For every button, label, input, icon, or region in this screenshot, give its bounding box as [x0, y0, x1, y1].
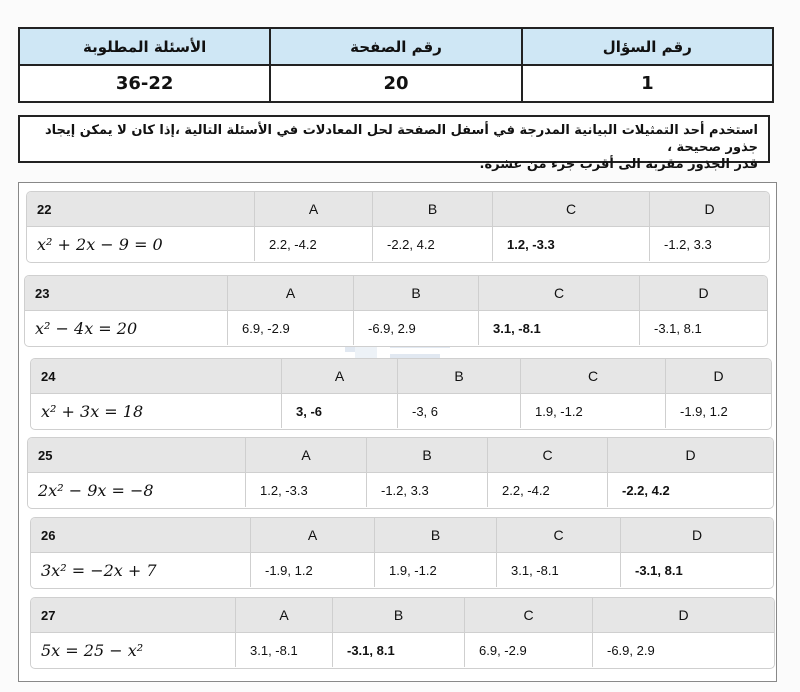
question-answer-row [31, 553, 773, 587]
answer-option-c[interactable]: 3.1, -8.1 [497, 553, 621, 587]
answer-option-a[interactable]: 1.2, -3.3 [246, 473, 367, 507]
answer-option-d[interactable]: -3.1, 8.1 [635, 562, 683, 578]
question-header-row [31, 518, 773, 553]
option-label-c: C [465, 598, 593, 632]
answer-option-d[interactable]: -2.2, 4.2 [622, 482, 670, 498]
required-questions-value: 36-22 [19, 65, 270, 102]
option-label-c: C [488, 438, 608, 472]
question-card [26, 191, 770, 263]
question-equation: x² + 2x − 9 = 0 [27, 227, 255, 261]
question-header-row [27, 192, 769, 227]
answer-option-d[interactable]: -3.1, 8.1 [654, 320, 702, 336]
question-answer-row [31, 394, 771, 428]
option-label-d: D [698, 285, 709, 301]
answer-option-a[interactable]: -1.9, 1.2 [251, 553, 375, 587]
option-label-d: D [691, 527, 703, 543]
question-number-value: 1 [522, 65, 773, 102]
option-label-d: D [678, 607, 689, 623]
answer-option-c[interactable]: 1.2, -3.3 [493, 227, 650, 261]
question-number-header: رقم السؤال [522, 28, 773, 65]
option-label-c: C [479, 276, 640, 310]
option-label-b: B [333, 598, 465, 632]
answer-option-d[interactable]: -1.9, 1.2 [680, 403, 728, 419]
question-header-row [31, 598, 774, 633]
option-label-b: B [398, 359, 521, 393]
answer-option-a[interactable]: 3, -6 [282, 394, 398, 428]
answer-option-b[interactable]: -6.9, 2.9 [354, 311, 479, 345]
option-label-b: B [375, 518, 497, 552]
instructions-line-1: استخدم أحد التمثيلات البيانية المدرجة في أسفل الصفحة لحل المعادلات في الأسئلة التالية ،إذا كان لا يمكن إيجاد جذور صحيحة ، [44, 123, 758, 155]
question-card [30, 597, 775, 669]
option-label-a: A [228, 276, 354, 310]
option-label-a: A [282, 359, 398, 393]
question-header-row [28, 438, 773, 473]
assignment-header-table [18, 27, 774, 103]
question-number: 22 [27, 192, 255, 226]
instructions-box [18, 115, 770, 172]
instructions-line-2: قدر الجذور مقربة الى أقرب جزء من عشرة. [479, 157, 758, 172]
answer-option-b[interactable]: -3.1, 8.1 [333, 633, 465, 667]
question-card [30, 358, 772, 430]
question-equation: x² + 3x = 18 [31, 394, 282, 428]
answer-option-a[interactable]: 2.2, -4.2 [255, 227, 373, 261]
page-number-header: رقم الصفحة [270, 28, 521, 65]
option-label-d: D [704, 201, 715, 217]
option-label-c: C [493, 192, 650, 226]
option-label-c: C [521, 359, 666, 393]
question-header-row [31, 359, 771, 394]
question-equation: 2x² − 9x = −8 [28, 473, 246, 507]
answer-option-c[interactable]: 1.9, -1.2 [521, 394, 666, 428]
page-number-value: 20 [270, 65, 521, 102]
option-label-b: B [373, 192, 493, 226]
question-equation: x² − 4x = 20 [25, 311, 228, 345]
required-questions-header: الأسئلة المطلوبة [19, 28, 270, 65]
question-card [30, 517, 774, 589]
answer-option-c[interactable]: 2.2, -4.2 [488, 473, 608, 507]
question-card [27, 437, 774, 509]
answer-option-b[interactable]: -3, 6 [398, 394, 521, 428]
question-number: 23 [25, 276, 228, 310]
question-answer-row [25, 311, 767, 345]
option-label-b: B [367, 438, 488, 472]
question-card [24, 275, 768, 347]
answer-option-b[interactable]: -2.2, 4.2 [373, 227, 493, 261]
option-label-b: B [354, 276, 479, 310]
answer-option-c[interactable]: 3.1, -8.1 [479, 311, 640, 345]
question-equation: 3x² = −2x + 7 [31, 553, 251, 587]
option-label-d: D [713, 368, 724, 384]
option-label-c: C [497, 518, 621, 552]
question-header-row [25, 276, 767, 311]
question-number: 26 [31, 518, 251, 552]
answer-option-b[interactable]: 1.9, -1.2 [375, 553, 497, 587]
question-number: 27 [31, 598, 236, 632]
answer-option-d[interactable]: -1.2, 3.3 [664, 236, 712, 252]
option-label-a: A [255, 192, 373, 226]
question-number: 25 [28, 438, 246, 472]
option-label-d: D [685, 447, 696, 463]
question-answer-row [27, 227, 769, 261]
answer-option-a[interactable]: 6.9, -2.9 [228, 311, 354, 345]
answer-option-a[interactable]: 3.1, -8.1 [236, 633, 333, 667]
question-answer-row [28, 473, 773, 507]
option-label-a: A [236, 598, 333, 632]
option-label-a: A [246, 438, 367, 472]
question-answer-row [31, 633, 774, 667]
question-equation: 5x = 25 − x² [31, 633, 236, 667]
question-number: 24 [31, 359, 282, 393]
answer-option-b[interactable]: -1.2, 3.3 [367, 473, 488, 507]
answer-option-d[interactable]: -6.9, 2.9 [607, 642, 655, 658]
answer-option-c[interactable]: 6.9, -2.9 [465, 633, 593, 667]
option-label-a: A [251, 518, 375, 552]
